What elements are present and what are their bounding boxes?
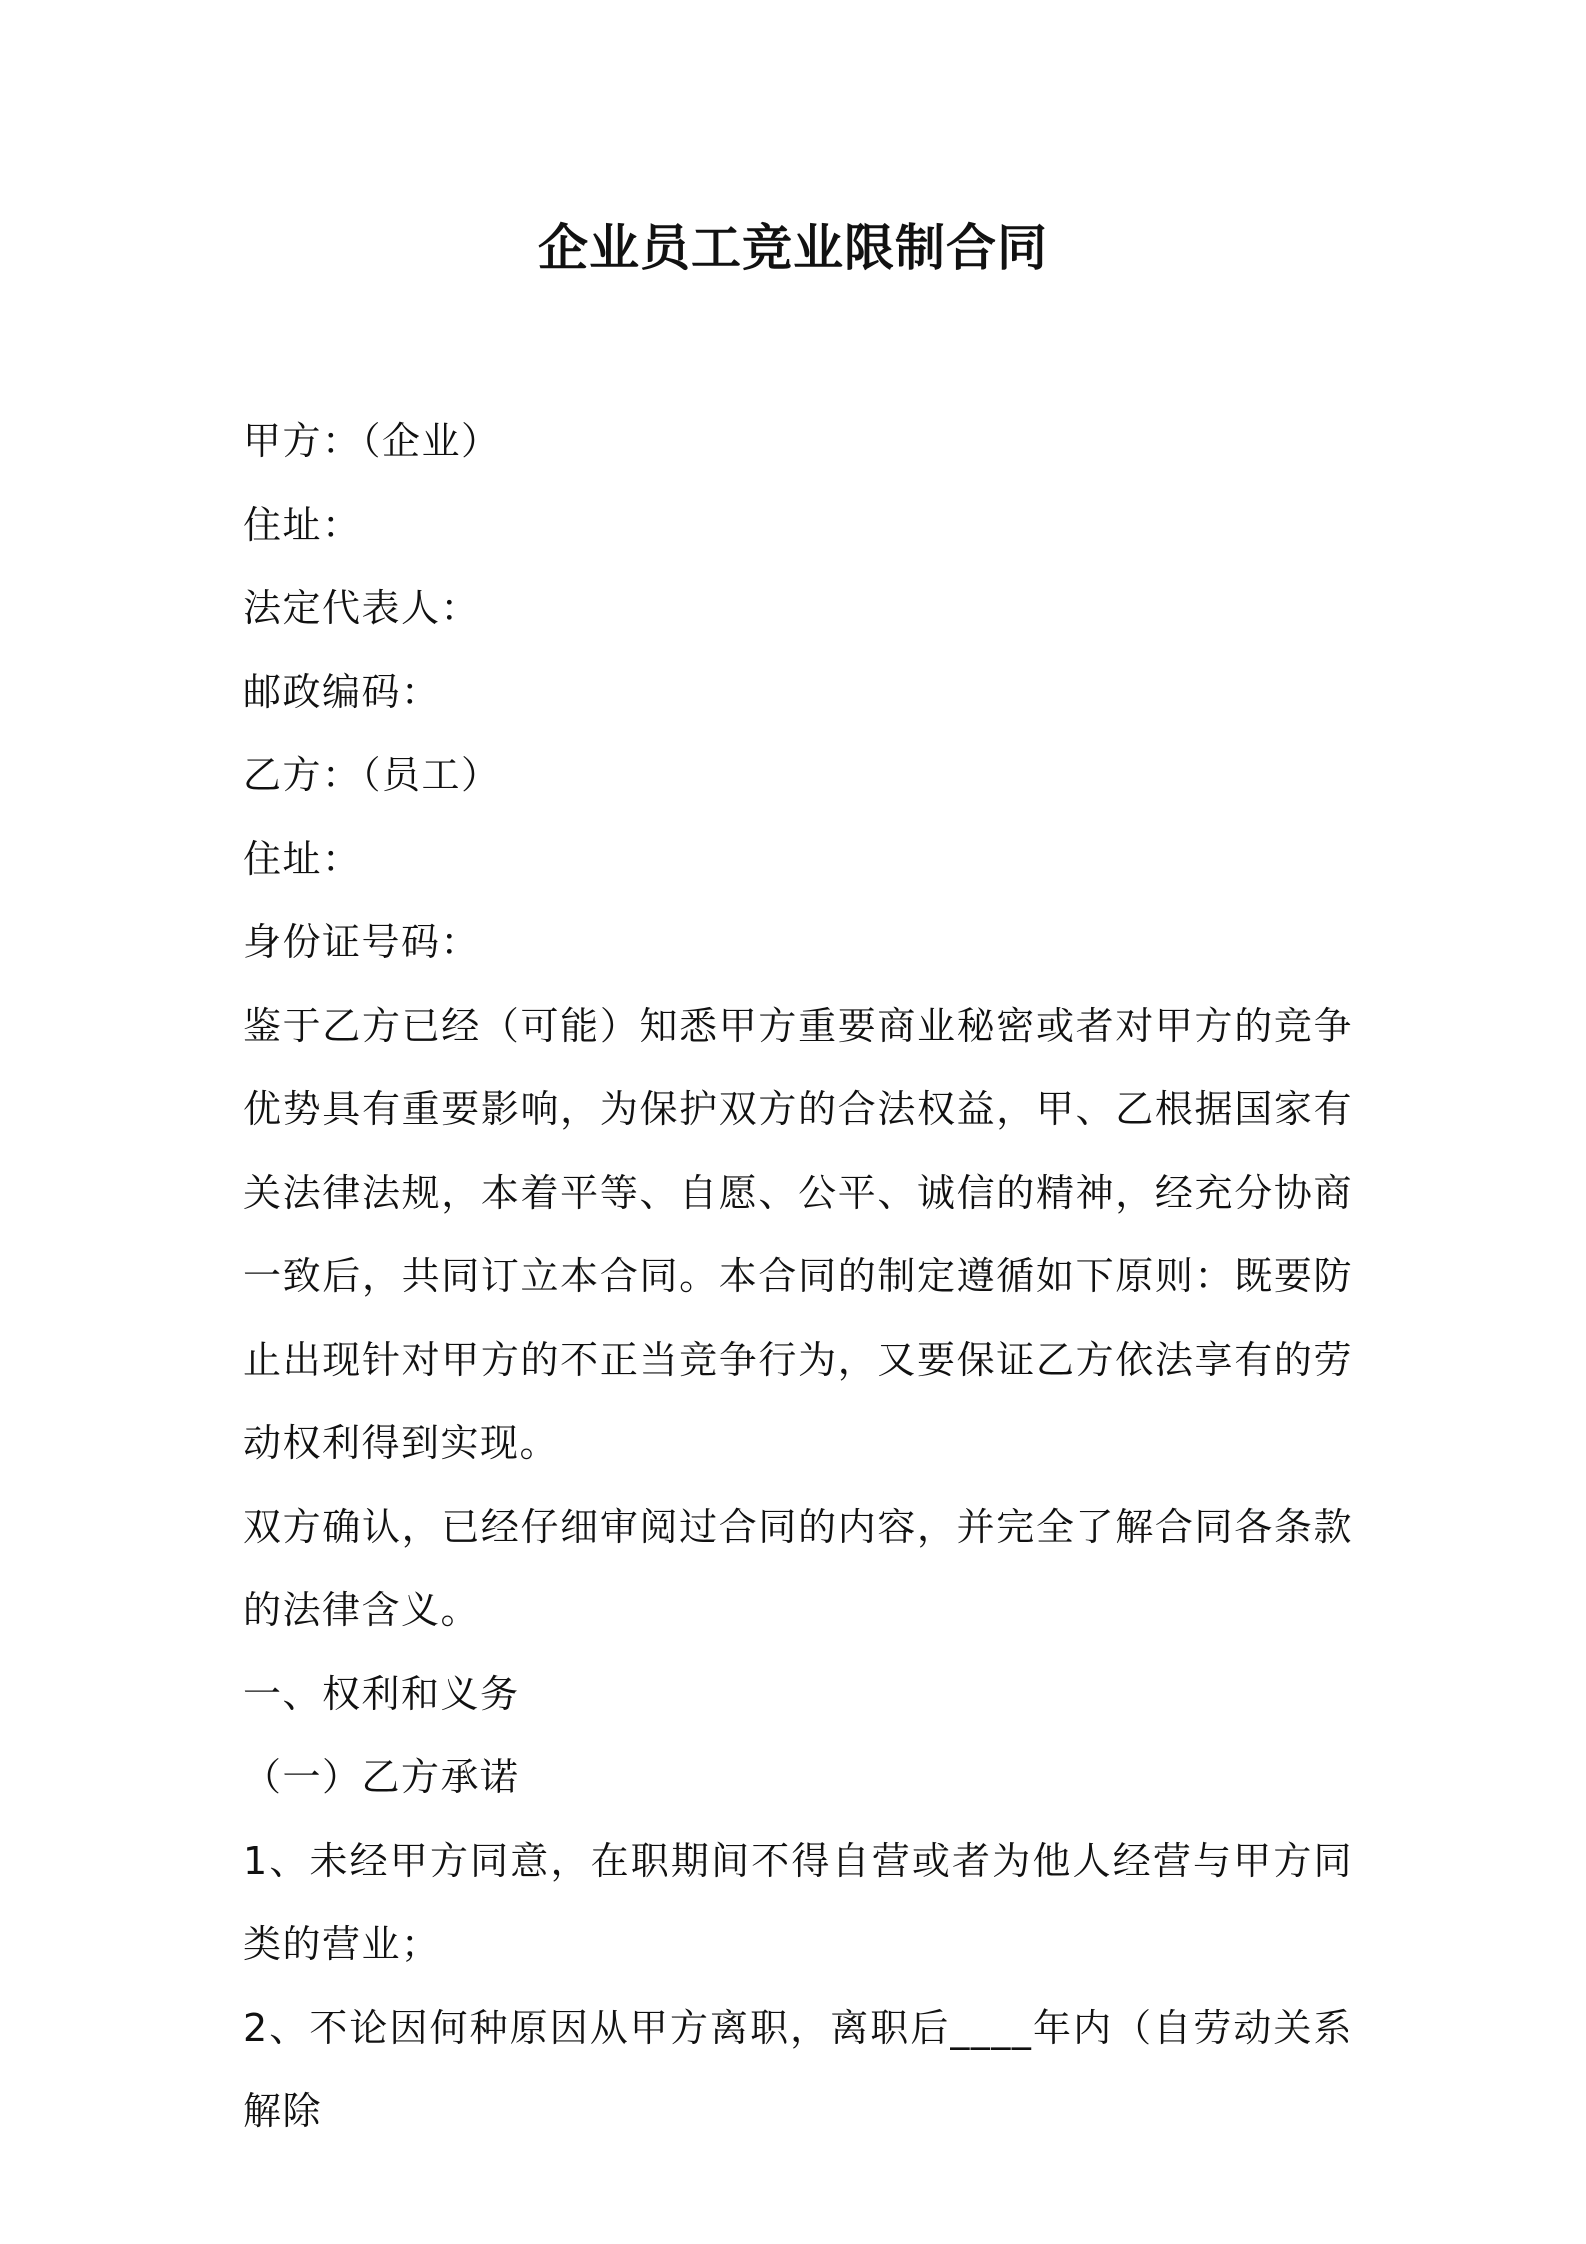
id-number-line: 身份证号码： xyxy=(243,920,481,964)
document-title: 企业员工竞业限制合同 xyxy=(538,219,1048,277)
party-b-line: 乙方：（员工） xyxy=(243,753,501,797)
clause-2-paragraph: 2、不论因何种原因从甲方离职，离职后____年内（自劳动关系解除 xyxy=(243,2005,1353,2133)
party-a-line: 甲方：（企业） xyxy=(243,419,501,463)
document-body xyxy=(243,400,1353,2154)
section-heading-rights-obligations: 一、权利和义务 xyxy=(243,1671,520,1716)
subsection-heading-party-b-commitments: （一）乙方承诺 xyxy=(243,1755,520,1799)
confirmation-paragraph: 双方确认，已经仔细审阅过合同的内容，并完全了解合同各条款的法律含义。 xyxy=(243,1504,1353,1632)
preamble-paragraph: 鉴于乙方已经（可能）知悉甲方重要商业秘密或者对甲方的竞争优势具有重要影响，为保护双方的合法权益，甲、乙根据国家有关法律法规，本着平等、自愿、公平、诚信的精神，经充分协商一致后，共同订立本合同。本合同的制定遵循如下原则：既要防止出现针对甲方的不正当竞争行为，又要保证乙方依法享有的劳动权利得到实现。 xyxy=(243,1003,1353,1465)
legal-representative-line: 法定代表人： xyxy=(243,586,481,630)
party-a-address-line: 住址： xyxy=(243,502,362,547)
party-b-address-line: 住址： xyxy=(243,836,362,881)
clause-1-paragraph: 1、未经甲方同意，在职期间不得自营或者为他人经营与甲方同类的营业； xyxy=(243,1838,1353,1966)
postal-code-line: 邮政编码： xyxy=(243,669,441,714)
